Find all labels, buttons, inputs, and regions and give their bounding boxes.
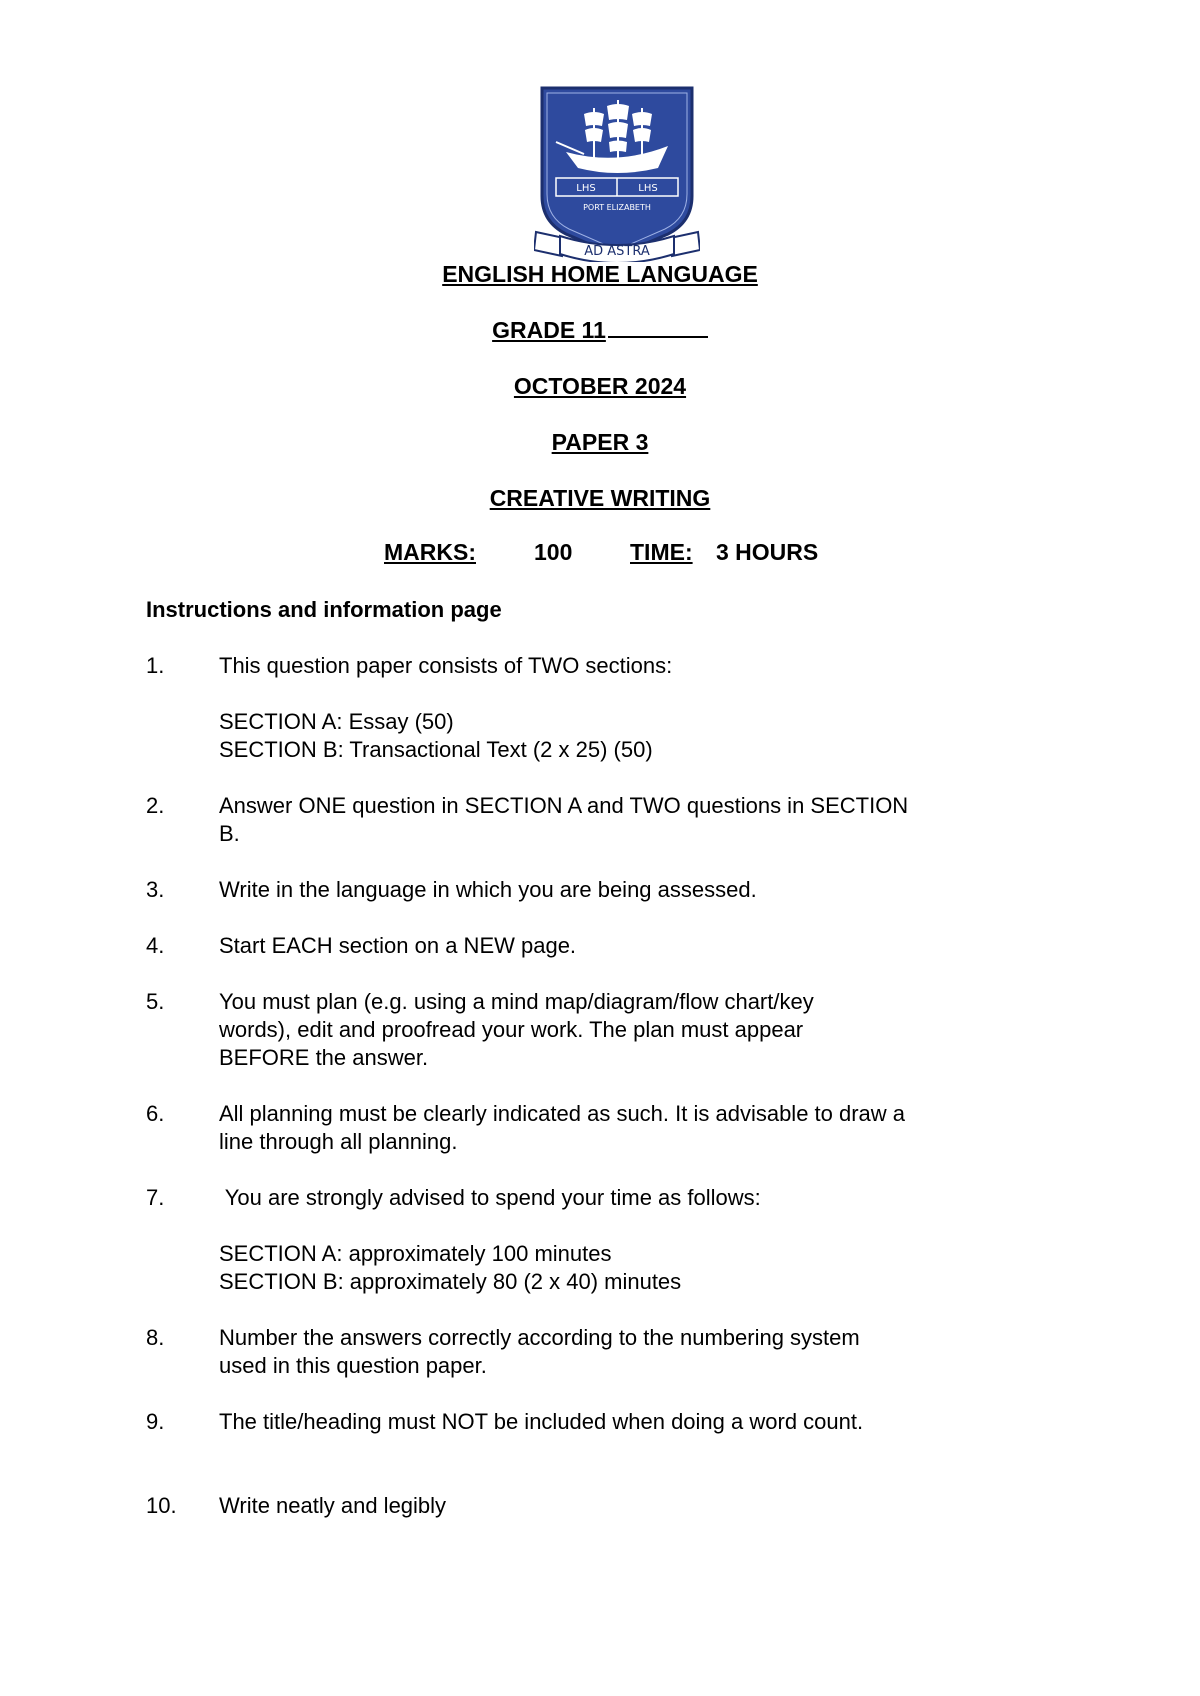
time-value: 3 HOURS [716,539,819,565]
instruction-number: 7. [146,1185,165,1210]
date-heading: OCTOBER 2024 [513,373,687,399]
crest-initials-left: LHS [576,183,596,194]
marks-value: 100 [534,539,573,565]
instruction-number: 8. [146,1325,165,1350]
crest-city: PORT ELIZABETH [583,203,651,212]
section-b-marks: SECTION B: Transactional Text (2 x 25) (50) [219,737,653,762]
section-a-marks: SECTION A: Essay (50) [219,709,454,734]
marks-label: MARKS: [384,539,476,565]
paper-heading: PAPER 3 [551,429,649,455]
instruction-text: The title/heading must NOT be included when doing a word count. [219,1409,864,1434]
instruction-text: Write in the language in which you are being assessed. [219,877,757,902]
instruction-number: 3. [146,877,165,902]
instruction-text: You are strongly advised to spend your time as follows: [219,1185,761,1210]
instruction-number: 5. [146,989,165,1014]
instruction-number: 9. [146,1409,165,1434]
instruction-text: All planning must be clearly indicated as such. It is advisable to draw a line through all planning. [219,1101,906,1154]
instruction-text: Number the answers correctly according to the numbering system used in this question paper. [219,1325,860,1378]
section-a-time: SECTION A: approximately 100 minutes [219,1241,612,1266]
crest-initials-right: LHS [638,183,658,194]
instruction-text: This question paper consists of TWO sections: [219,653,673,678]
instruction-text: Write neatly and legibly [219,1493,447,1518]
instruction-text: Start EACH section on a NEW page. [219,933,577,958]
marks-time-line [384,538,818,566]
time-label: TIME: [630,539,693,565]
instructions-title: Instructions and information page [146,597,502,622]
subject-heading: ENGLISH HOME LANGUAGE [442,261,758,287]
title-heading: CREATIVE WRITING [489,485,711,511]
instruction-number: 10. [146,1493,177,1518]
grade-heading: GRADE 11 [0,316,1200,344]
instruction-number: 6. [146,1101,165,1126]
instruction-number: 4. [146,933,165,958]
school-crest-logo [534,84,700,262]
instruction-text: Answer ONE question in SECTION A and TWO questions in SECTION B. [219,793,909,846]
instruction-number: 2. [146,793,165,818]
section-b-time: SECTION B: approximately 80 (2 x 40) minutes [219,1269,682,1294]
instruction-number: 1. [146,653,165,678]
instruction-text: You must plan (e.g. using a mind map/diagram/flow chart/key words), edit and proofread your work. The plan must appear BEFORE the answer. [219,989,814,1070]
crest-motto: AD ASTRA [584,244,650,259]
grade-underline [608,316,708,338]
